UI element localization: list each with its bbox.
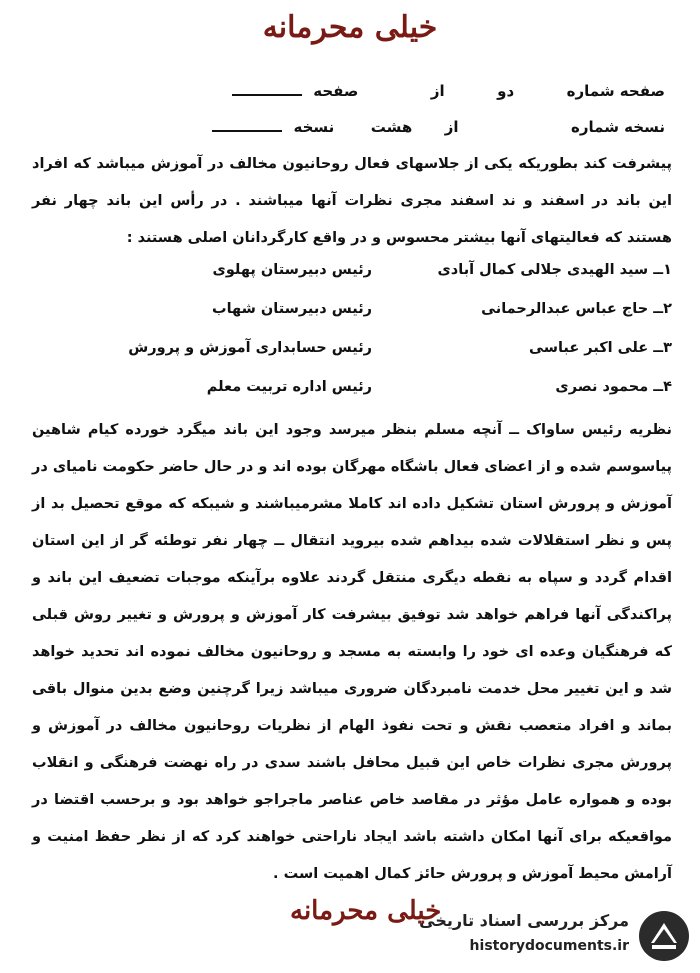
person-title: رئیس دبیرستان پهلوی (212, 262, 372, 278)
person-title: رئیس دبیرستان شهاب (212, 301, 372, 317)
copy-of-label: از (444, 118, 459, 136)
person-list (32, 262, 672, 418)
person-title: رئیس حسابداری آموزش و پرورش (128, 340, 372, 356)
copy-total-value: هشت (370, 118, 413, 136)
person-name: ۱ــ سید الهیدی جلالی کمال آبادی (437, 262, 672, 278)
archive-watermark (419, 905, 695, 965)
copy-number-line (206, 118, 665, 136)
intro-paragraph: پیشرفت کند بطوریکه یکی از جلاسهای فعال روحانیون مخالف در آموزش میباشد که افراد این باند در اسفند و ند اسفند مجری نظرات آنها میباشند . در رأس این باند چهار نفر هستند که فعالیتهای آنها بیشتر محسوس و در واقع کارگردانان اصلی هستند : (32, 156, 672, 246)
assessment-paragraph: نظریه رئیس ساواک ــ آنچه مسلم بنظر میرسد وجود این باند میگرد خورده کیام شاهین پیاسوسم شده و از اعضای فعال باشگاه مهرگان بوده اند و در حال حاضر حکومت نامیای در آموزش و پرورش استان تشکیل داده اند کاملا مشرمیباشند و شیبکه که موقع تحصیل بد از پس و نظر استقلالات شده بیداهم شده بیروید انتقال ــ چهار نفر توطئه گر از این استان اقدام گردد و سپاه به نقطه دیگری منتقل گردند علاوه برآینکه موجبات تضعیف این باند و پراکندگی آنها فراهم خواهد شد توفیق بیشرفت کار آموزش و پرورش و تغییر روش قبلی که فرهنگیان وعده ای خود را وابسته به مسجد و روحانیون مخالف نموده اند تحدید خواهد شد و این تغییر محل خدمت نامبردگان ضروری میباشد زیرا گرچنین وضع بدین منوال باقی بماند و افراد متعصب نقش و تحت نفوذ الهام از نظریات روحانیون مخالف در آموزش و پرورش مجری نظرات خاص این قبیل محافل باشند سدی در راه نهضت فرهنگی و انقلاب بوده و همواره عامل مؤثر در مقاصد خاص عناصر ماجراجو خواهد بود و برحسب اقتضا در مواقعیکه برای آنها امکان داشته باشد ایجاد ناراحتی خواهند کرد که از نظر حفظ امنیت و آرامش محیط آموزش و پرورش حائز کمال اهمیت است . (32, 422, 672, 882)
person-name: ۴ــ محمود نصری (555, 379, 672, 395)
page-of-label: از (430, 82, 445, 100)
classification-header: خیلی محرمانه (262, 10, 438, 45)
watermark-url: historydocuments.ir (469, 938, 629, 954)
page-number-line (226, 82, 665, 100)
copy-number-label: نسخه شماره (571, 118, 665, 136)
person-name: ۲ــ حاج عباس عبدالرحمانی (481, 301, 672, 317)
person-title: رئیس اداره تربیت معلم (206, 379, 372, 395)
copy-total-label: نسخه (293, 118, 335, 136)
classification-footer: خیلی محرمانه (290, 896, 442, 926)
page-total-blank (232, 86, 302, 96)
watermark-title: مرکز بررسی اسناد تاریخی (419, 911, 629, 930)
page-number-label: صفحه شماره (566, 82, 665, 100)
page-total-label: صفحه (313, 82, 359, 100)
person-row (32, 262, 672, 301)
person-row (32, 301, 672, 340)
page-number-value: دو (497, 82, 515, 100)
person-name: ۳ــ علی اکبر عباسی (529, 340, 672, 356)
copy-total-blank (212, 122, 282, 132)
book-logo-icon (637, 909, 691, 963)
person-row (32, 340, 672, 379)
